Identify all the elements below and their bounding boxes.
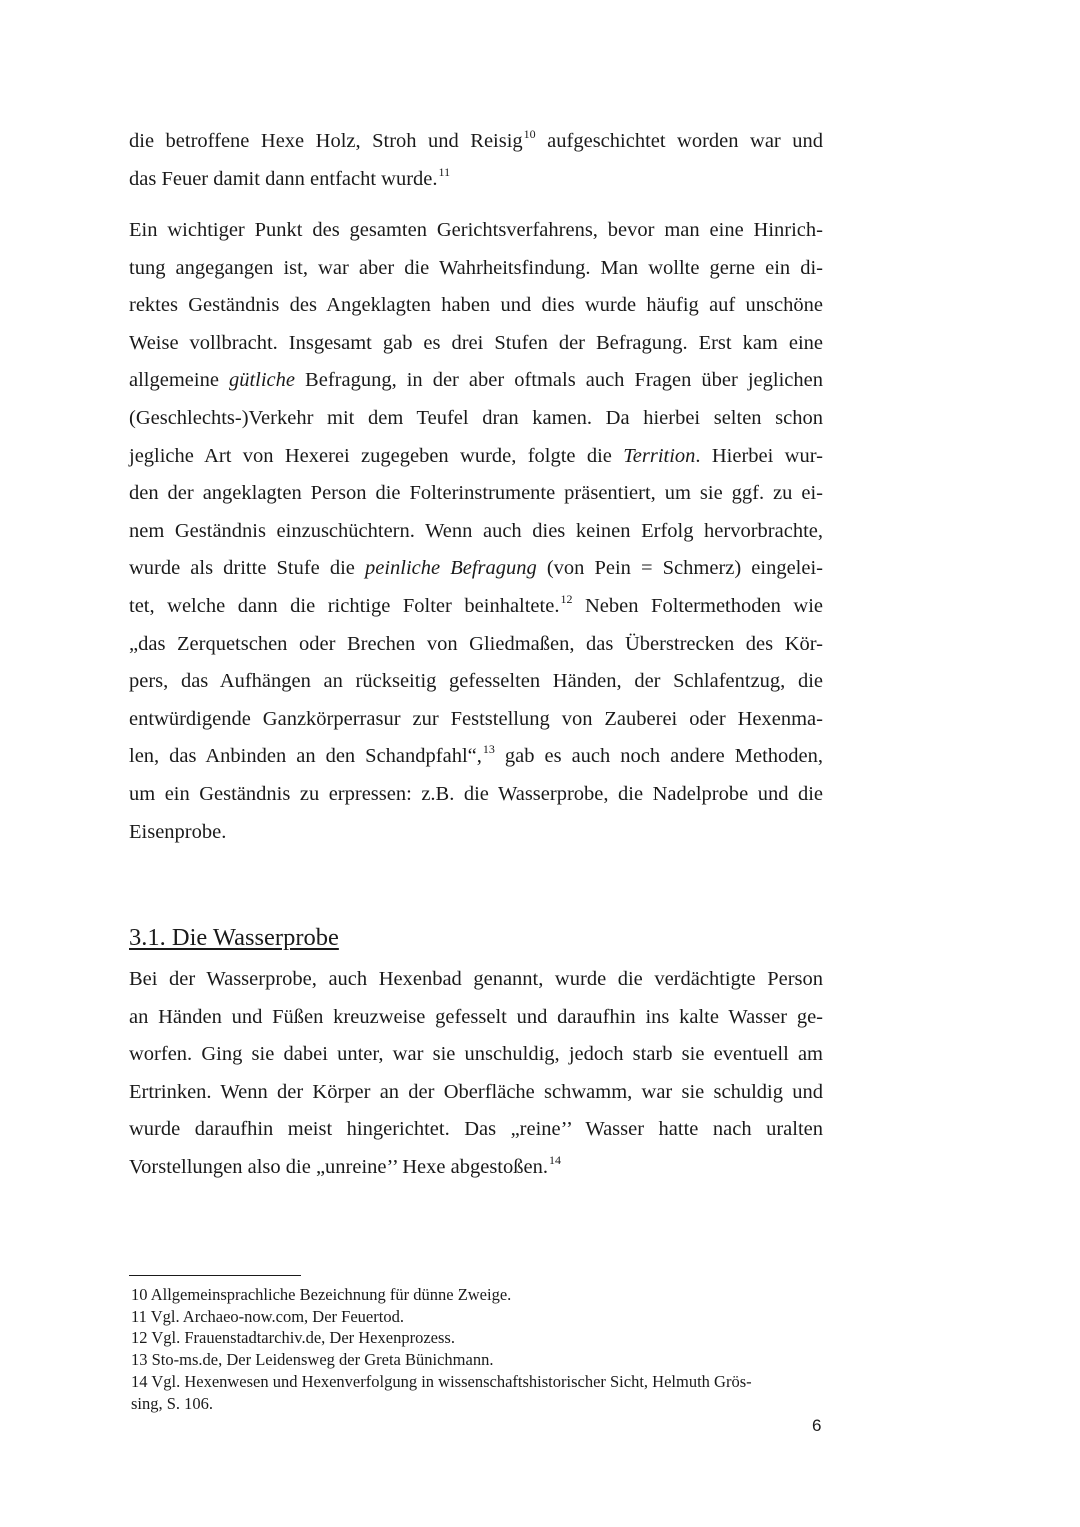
footnote-marker[interactable]: 13: [482, 742, 495, 757]
text-line: den der angeklagten Person die Folterinstrumente präsentiert, um sie ggf. zu ei-: [129, 482, 823, 505]
paragraph-fire-death-end: [129, 123, 823, 198]
text-line: Ein wichtiger Punkt des gesamten Gerichtsverfahrens, bevor man eine Hinrich-: [129, 219, 823, 241]
footnote-14: 14 Vgl. Hexenwesen und Hexenverfolgung in wissenschaftshistorischer Sicht, Helmuth Grös-: [131, 1371, 752, 1391]
footnote-separator: [129, 1275, 301, 1276]
text-line: „das Zerquetschen oder Brechen von Gliedmaßen, das Überstrecken des Kör-: [129, 632, 823, 655]
text-line: Vorstellungen also die „unreine’’ Hexe abgestoßen.$^{14}$: [129, 1152, 561, 1178]
text-line: das Feuer damit dann entfacht wurde.$^{11}$: [129, 164, 451, 190]
text-line: worfen. Ging sie dabei unter, war sie unschuldig, jedoch starb sie eventuell am: [129, 1043, 823, 1066]
text-line: Weise vollbracht. Insgesamt gab es drei Stufen der Befragung. Erst kam eine: [129, 331, 823, 354]
text-line: Ertrinken. Wenn der Körper an der Oberfläche schwamm, war sie schuldig und: [129, 1080, 823, 1103]
footnote-13: 13 Sto-ms.de, Der Leidensweg der Greta Bünichmann.: [131, 1350, 494, 1370]
footnote-marker[interactable]: 11: [438, 164, 451, 179]
text-line: allgemeine gütliche Befragung, in der aber oftmals auch Fragen über jeglichen: [129, 369, 823, 392]
page-number: 6: [812, 1416, 822, 1435]
footnote-marker[interactable]: 14: [548, 1152, 561, 1167]
text-line: wurde daraufhin meist hingerichtet. Das „reine’’ Wasser hatte nach uralten: [129, 1118, 823, 1141]
text-line: entwürdigende Ganzkörperrasur zur Feststellung von Zauberei oder Hexenma-: [129, 707, 823, 730]
section-heading: 3.1. Die Wasserprobe: [129, 924, 339, 951]
paragraph-water-test: [129, 961, 823, 1187]
text-line: tung angegangen ist, war aber die Wahrheitsfindung. Man wollte gerne ein di-: [129, 256, 823, 279]
text-line: Eisenprobe.: [129, 820, 227, 843]
text-line: um ein Geständnis zu erpressen: z.B. die Wasserprobe, die Nadelprobe und die: [129, 782, 823, 805]
text-line: an Händen und Füßen kreuzweise gefesselt und daraufhin ins kalte Wasser ge-: [129, 1005, 823, 1028]
footnote-marker[interactable]: 12: [560, 591, 573, 606]
text-line: rektes Geständnis des Angeklagten haben und dies wurde häufig auf unschöne: [129, 294, 823, 317]
text-line: tet, welche dann die richtige Folter beinhaltete.$^{12}$ Neben Foltermethoden wie: [129, 591, 823, 617]
footnote-14-continued: sing, S. 106.: [131, 1393, 214, 1413]
emphasis-term: gütliche: [228, 369, 296, 392]
text-line: len, das Anbinden an den Schandpfahl“,$^{13}$ gab es auch noch andere Methoden,: [129, 742, 824, 768]
text-line: Bei der Wasserprobe, auch Hexenbad genannt, wurde die verdächtigte Person: [129, 968, 823, 990]
footnote-10: 10 Allgemeinsprachliche Bezeichnung für dünne Zweige.: [131, 1285, 512, 1304]
text-line: wurde als dritte Stufe die peinliche Befragung (von Pein = Schmerz) eingelei-: [129, 557, 823, 580]
text-line: jegliche Art von Hexerei zugegeben wurde, folgte die Territion. Hierbei wur-: [129, 444, 823, 467]
text-line: (Geschlechts-)Verkehr mit dem Teufel dran kamen. Da hierbei selten schon: [129, 406, 823, 429]
emphasis-term: peinliche Befragung: [364, 557, 537, 580]
text-line: nem Geständnis einzuschüchtern. Wenn auch dies keinen Erfolg hervorbrachte,: [129, 519, 823, 542]
emphasis-term: Territion: [623, 444, 696, 467]
text-line: pers, das Aufhängen an rückseitig gefesselten Händen, der Schlafentzug, die: [129, 670, 823, 693]
footnote-12: 12 Vgl. Frauenstadtarchiv.de, Der Hexenprozess.: [131, 1328, 455, 1348]
footnotes: [131, 1284, 821, 1414]
paragraph-truth-finding: [129, 212, 823, 851]
text-line: die betroffene Hexe Holz, Stroh und Reisig$^{10}$ aufgeschichtet worden war und: [129, 127, 823, 152]
footnote-marker[interactable]: 10: [523, 127, 536, 141]
footnote-11: 11 Vgl. Archaeo-now.com, Der Feuertod.: [131, 1306, 404, 1326]
